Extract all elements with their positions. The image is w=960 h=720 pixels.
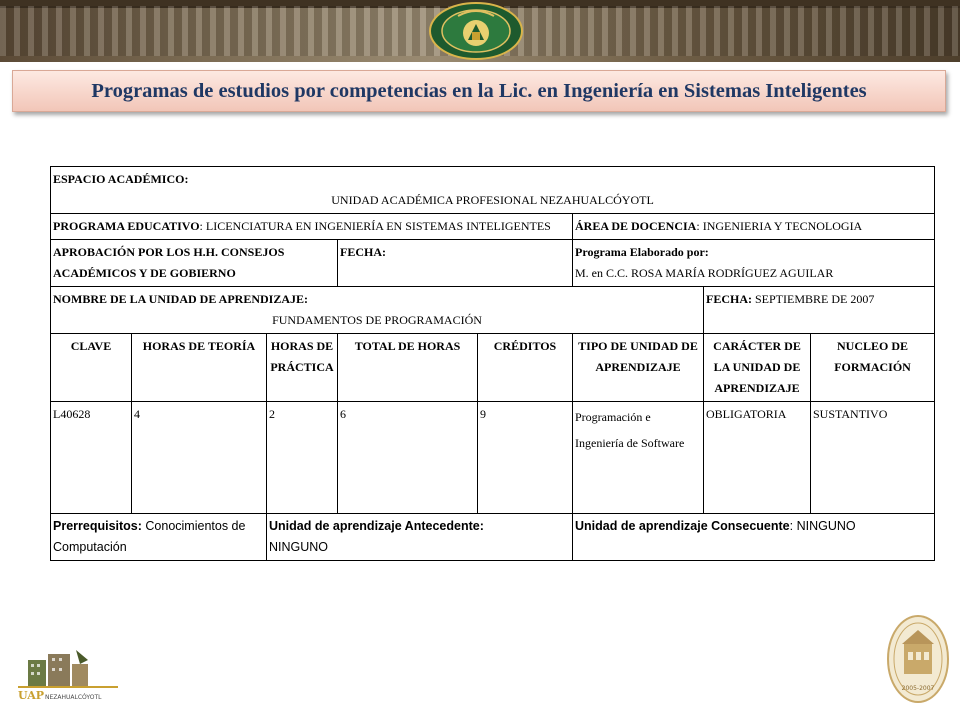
header-cell: TIPO DE UNIDAD DE APRENDIZAJE <box>573 334 704 402</box>
antecedente-value: NINGUNO <box>269 540 329 554</box>
data-cell: 6 <box>338 402 478 514</box>
antecedente-label: Unidad de aprendizaje Antecedente: <box>269 519 484 533</box>
data-cell: 9 <box>478 402 573 514</box>
header-cell: CLAVE <box>51 334 132 402</box>
aprobacion-row <box>51 240 935 287</box>
area-label: ÁREA DE DOCENCIA <box>575 219 697 233</box>
espacio-label: ESPACIO ACADÉMICO: <box>53 172 189 186</box>
header-cell: HORAS DE TEORÍA <box>132 334 267 402</box>
consecuente-cell <box>573 514 935 561</box>
nombre-row <box>51 287 935 334</box>
consecuente-label: Unidad de aprendizaje Consecuente <box>575 519 790 533</box>
antecedente-cell <box>267 514 573 561</box>
data-cell: 2 <box>267 402 338 514</box>
elaborado-label: Programa Elaborado por: <box>575 245 709 259</box>
anniversary-seal-icon <box>886 614 950 704</box>
nombre-label: NOMBRE DE LA UNIDAD DE APRENDIZAJE: <box>53 292 309 306</box>
programa-cell <box>51 214 573 240</box>
header-banner <box>0 0 960 62</box>
elaborado-value: M. en C.C. ROSA MARÍA RODRÍGUEZ AGUILAR <box>575 266 834 280</box>
elaborado-cell <box>573 240 935 287</box>
espacio-row <box>51 167 935 214</box>
data-cell: L40628 <box>51 402 132 514</box>
programa-value: : LICENCIATURA EN INGENIERÍA EN SISTEMAS INTELIGENTES <box>199 219 551 233</box>
header-cell: CRÉDITOS <box>478 334 573 402</box>
espacio-value: UNIDAD ACADÉMICA PROFESIONAL NEZAHUALCÓYOTL <box>331 193 654 207</box>
svg-text:NEZAHUALCÓYOTL: NEZAHUALCÓYOTL <box>45 694 102 701</box>
programa-row <box>51 214 935 240</box>
prerreq-value: Conocimientos de Computación <box>53 519 246 554</box>
prerreq-row <box>51 514 935 561</box>
data-cell: SUSTANTIVO <box>811 402 935 514</box>
fecha2-label: FECHA: <box>706 292 752 306</box>
area-value: : INGENIERIA Y TECNOLOGIA <box>696 219 863 233</box>
prerreq-label: Prerrequisitos: <box>53 519 142 533</box>
fecha2-value: SEPTIEMBRE DE 2007 <box>752 292 875 306</box>
header-row <box>51 334 935 402</box>
programa-label: PROGRAMA EDUCATIVO <box>53 219 200 233</box>
header-cell: TOTAL DE HORAS <box>338 334 478 402</box>
data-row <box>51 402 935 514</box>
uap-building-logo-icon <box>14 646 124 702</box>
slide-title: Programas de estudios por competencias en la Lic. en Ingeniería en Sistemas Inteligentes <box>91 79 867 102</box>
data-cell: 4 <box>132 402 267 514</box>
program-table <box>50 166 935 561</box>
svg-text:UAP: UAP <box>18 689 45 702</box>
header-cell: NUCLEO DE FORMACIÓN <box>811 334 935 402</box>
seal-years: 2005-2007 <box>901 685 935 692</box>
data-cell: OBLIGATORIA <box>704 402 811 514</box>
consecuente-value: : NINGUNO <box>789 519 856 533</box>
header-cell: HORAS DE PRÁCTICA <box>267 334 338 402</box>
nombre-value: FUNDAMENTOS DE PROGRAMACIÓN <box>272 313 482 327</box>
espacio-cell <box>51 167 935 214</box>
nombre-cell <box>51 287 704 334</box>
university-crest-icon <box>428 2 524 60</box>
slide-title-bar <box>12 70 946 112</box>
data-cell: Programación e Ingeniería de Software <box>573 402 704 514</box>
fecha-cell: FECHA: <box>338 240 573 287</box>
aprobacion-cell: APROBACIÓN POR LOS H.H. CONSEJOS ACADÉMICOS Y DE GOBIERNO <box>51 240 338 287</box>
prerreq-cell <box>51 514 267 561</box>
fecha2-cell <box>704 287 935 334</box>
header-cell: CARÁCTER DE LA UNIDAD DE APRENDIZAJE <box>704 334 811 402</box>
area-cell <box>573 214 935 240</box>
